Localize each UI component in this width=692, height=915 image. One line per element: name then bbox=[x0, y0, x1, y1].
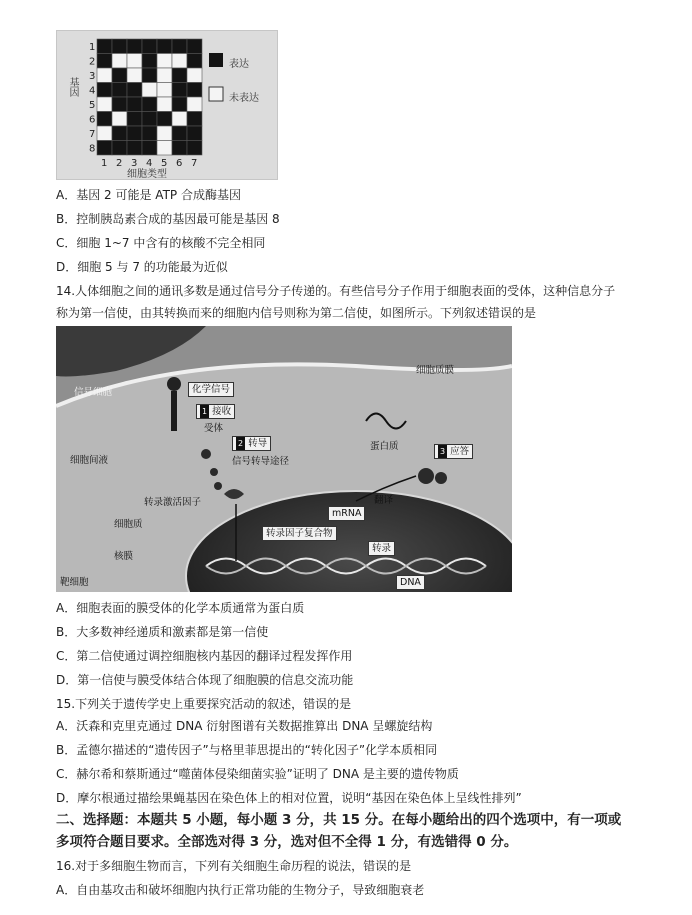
grid-cell bbox=[112, 68, 127, 83]
row-tick-label: 2 bbox=[89, 56, 96, 68]
grid-cell bbox=[187, 97, 202, 112]
grid-cell bbox=[187, 68, 202, 83]
grid-cell bbox=[157, 126, 172, 141]
row-tick-label: 6 bbox=[89, 114, 96, 126]
grid-cell bbox=[97, 112, 112, 127]
grid-cell bbox=[187, 112, 202, 127]
grid-cell bbox=[142, 141, 157, 156]
grid-cell bbox=[127, 97, 142, 112]
grid-cell bbox=[172, 39, 187, 54]
grid-cell bbox=[157, 141, 172, 156]
tf-complex-label: 转录因子复合物 bbox=[262, 526, 337, 541]
pathway-label: 信号转导途径 bbox=[232, 456, 290, 467]
translation-label: 翻译 bbox=[374, 495, 394, 506]
q14-stem-line1: 14.人体细胞之间的通讯多数是通过信号分子传递的。有些信号分子作用于细胞表面的受体，这种信息分子 bbox=[56, 284, 616, 298]
grid-cell bbox=[142, 54, 157, 69]
receptor-label: 受体 bbox=[204, 423, 224, 434]
grid-cell bbox=[142, 97, 157, 112]
y-axis-label: 基因 bbox=[67, 77, 78, 97]
protein-label: 蛋白质 bbox=[370, 441, 399, 452]
q14-option-c: C．第二信使通过调控细胞核内基因的翻译过程发挥作用 bbox=[56, 649, 353, 663]
section2-heading-line1: 二、选择题：本题共 5 小题，每小题 3 分，共 15 分。在每小题给出的四个选项中，有一项或 bbox=[56, 812, 622, 828]
col-tick-label: 7 bbox=[191, 158, 198, 169]
dna-label: DNA bbox=[396, 575, 425, 590]
grid-cell bbox=[142, 68, 157, 83]
col-tick-label: 4 bbox=[146, 158, 153, 169]
grid-cell bbox=[97, 141, 112, 156]
cell-signaling-figure bbox=[56, 326, 512, 592]
section2-heading-line2: 多项符合题目要求。全部选对得 3 分，选对但不全得 1 分，有选错得 0 分。 bbox=[56, 834, 518, 850]
grid-cell bbox=[127, 141, 142, 156]
row-tick-label: 1 bbox=[89, 42, 96, 53]
grid-cell bbox=[127, 83, 142, 98]
grid-cell bbox=[142, 39, 157, 54]
grid-cell bbox=[157, 83, 172, 98]
gene-expression-figure bbox=[56, 30, 278, 180]
receive-text: 接收 bbox=[212, 406, 232, 417]
grid-cell bbox=[172, 68, 187, 83]
q16-option-a: A．自由基攻击和破坏细胞内执行正常功能的生物分子，导致细胞衰老 bbox=[56, 883, 425, 897]
q15-option-c: C．赫尔希和蔡斯通过“噬菌体侵染细菌实验”证明了 DNA 是主要的遗传物质 bbox=[56, 767, 459, 781]
grid-cell bbox=[172, 54, 187, 69]
chemical-signal-label: 化学信号 bbox=[188, 382, 234, 397]
q13-option-b: B．控制胰岛素合成的基因最可能是基因 8 bbox=[56, 212, 280, 226]
q15-option-d: D．摩尔根通过描绘果蝇基因在染色体上的相对位置，说明“基因在染色体上呈线性排列” bbox=[56, 791, 522, 805]
receive-label bbox=[196, 404, 235, 419]
nuclear-envelope-label: 核膜 bbox=[114, 551, 134, 562]
grid-cell bbox=[187, 126, 202, 141]
membrane-label: 细胞质膜 bbox=[416, 365, 455, 376]
grid-cell bbox=[112, 97, 127, 112]
q13-option-c: C．细胞 1~7 中含有的核酸不完全相同 bbox=[56, 236, 266, 250]
q15-option-a: A．沃森和克里克通过 DNA 衍射图谱有关数据推算出 DNA 呈螺旋结构 bbox=[56, 719, 433, 733]
q13-option-d: D．细胞 5 与 7 的功能最为近似 bbox=[56, 260, 228, 274]
step-1-badge: 1 bbox=[202, 407, 208, 416]
tf-activate-label: 转录激活因子 bbox=[144, 497, 202, 508]
respond-label bbox=[434, 444, 473, 459]
grid-cell bbox=[142, 112, 157, 127]
col-tick-label: 6 bbox=[176, 158, 183, 169]
grid-cell bbox=[112, 126, 127, 141]
q13-option-a: A．基因 2 可能是 ATP 合成酶基因 bbox=[56, 188, 241, 202]
legend-not-expressed-label: 未表达 bbox=[229, 93, 259, 104]
grid-cell bbox=[172, 126, 187, 141]
q15-stem: 15.下列关于遗传学史上重要探究活动的叙述，错误的是 bbox=[56, 697, 352, 711]
row-tick-label: 4 bbox=[89, 85, 96, 97]
gene-expression-grid bbox=[57, 31, 277, 179]
grid-cell bbox=[112, 141, 127, 156]
q14-stem-line2: 称为第一信使，由其转换而来的细胞内信号则称为第二信使，如图所示。下列叙述错误的是 bbox=[56, 306, 537, 320]
grid-cell bbox=[142, 83, 157, 98]
grid-cell bbox=[127, 54, 142, 69]
col-tick-label: 1 bbox=[101, 158, 108, 169]
legend-not-expressed-swatch bbox=[209, 87, 223, 101]
transduce-label bbox=[232, 436, 271, 451]
grid-cell bbox=[142, 126, 157, 141]
grid-cell bbox=[97, 83, 112, 98]
q16-stem: 16.对于多细胞生物而言，下列有关细胞生命历程的说法，错误的是 bbox=[56, 859, 412, 873]
transduce-text: 转导 bbox=[248, 438, 268, 449]
grid-cell bbox=[157, 39, 172, 54]
q15-option-b: B．孟德尔描述的“遗传因子”与格里菲思提出的“转化因子”化学本质相同 bbox=[56, 743, 438, 757]
row-tick-label: 3 bbox=[89, 71, 96, 82]
grid-cell bbox=[157, 112, 172, 127]
row-tick-label: 7 bbox=[89, 129, 96, 140]
col-tick-label: 5 bbox=[161, 158, 168, 169]
grid-cell bbox=[172, 141, 187, 156]
legend-expressed-swatch bbox=[209, 53, 223, 67]
grid-cell bbox=[172, 112, 187, 127]
col-tick-label: 3 bbox=[131, 158, 138, 169]
grid-cell bbox=[97, 68, 112, 83]
step-2-badge: 2 bbox=[238, 439, 244, 448]
row-tick-label: 5 bbox=[89, 100, 96, 111]
col-tick-label: 2 bbox=[116, 158, 123, 169]
grid-cell bbox=[112, 112, 127, 127]
grid-cell bbox=[97, 54, 112, 69]
grid-cell bbox=[112, 54, 127, 69]
grid-cell bbox=[157, 68, 172, 83]
grid-cell bbox=[172, 97, 187, 112]
grid-cell bbox=[97, 97, 112, 112]
grid-cell bbox=[97, 39, 112, 54]
target-cell-label: 靶细胞 bbox=[60, 577, 89, 588]
grid-cell bbox=[187, 54, 202, 69]
grid-cell bbox=[127, 112, 142, 127]
grid-cell bbox=[127, 39, 142, 54]
respond-text: 应答 bbox=[450, 446, 470, 457]
grid-cell bbox=[127, 68, 142, 83]
grid-cell bbox=[172, 83, 187, 98]
q14-option-d: D．第一信使与膜受体结合体现了细胞膜的信息交流功能 bbox=[56, 673, 354, 687]
grid-cell bbox=[187, 39, 202, 54]
grid-cell bbox=[112, 83, 127, 98]
grid-cell bbox=[187, 141, 202, 156]
grid-cell bbox=[157, 54, 172, 69]
legend-expressed-label: 表达 bbox=[229, 59, 249, 70]
cytoplasm-label: 细胞质 bbox=[114, 519, 143, 530]
x-axis-label: 细胞类型 bbox=[127, 169, 167, 180]
grid-cell bbox=[112, 39, 127, 54]
transcription-label: 转录 bbox=[368, 541, 395, 556]
grid-cell bbox=[157, 97, 172, 112]
interstitial-label: 细胞间液 bbox=[70, 455, 109, 466]
row-tick-label: 8 bbox=[89, 143, 96, 155]
grid-cell bbox=[127, 126, 142, 141]
q14-option-a: A．细胞表面的膜受体的化学本质通常为蛋白质 bbox=[56, 601, 305, 615]
grid-cell bbox=[187, 83, 202, 98]
q14-option-b: B．大多数神经递质和激素都是第一信使 bbox=[56, 625, 269, 639]
mrna-label: mRNA bbox=[328, 506, 365, 521]
signal-cell-label: 信号细胞 bbox=[74, 387, 113, 398]
grid-cell bbox=[97, 126, 112, 141]
step-3-badge: 3 bbox=[440, 447, 446, 456]
